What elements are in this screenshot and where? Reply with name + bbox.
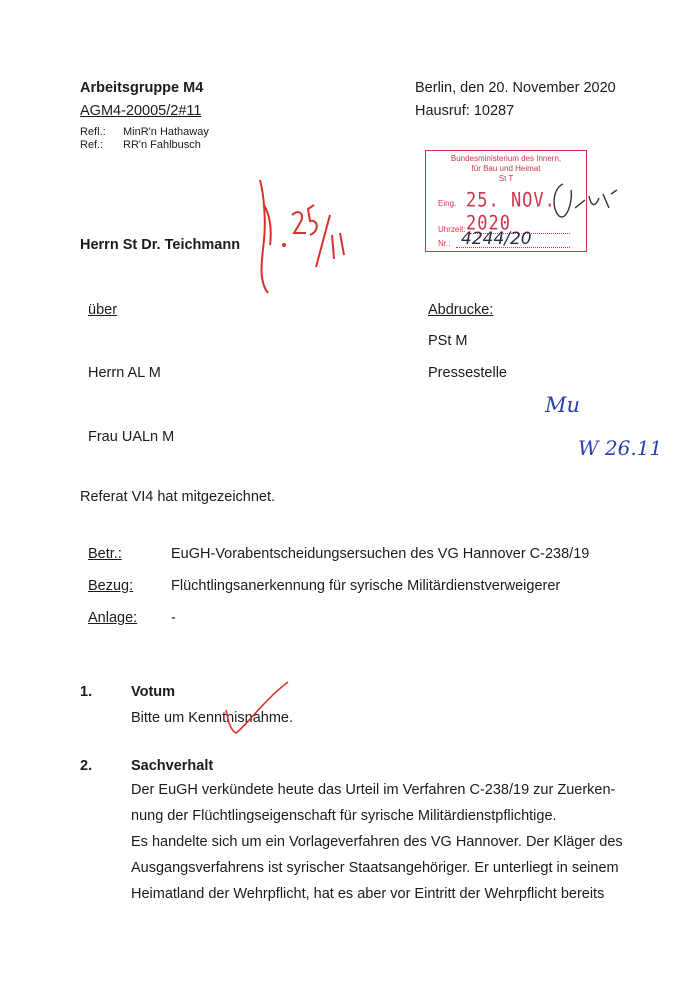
red-signature-icon	[250, 175, 360, 300]
section-2-line-4: Ausgangsverfahrens ist syrischer Staatsangehöriger. Er unterliegt in seinem	[131, 860, 619, 876]
stamp-signature-scribble	[545, 178, 625, 228]
stamp-eing-label: Eing.	[438, 199, 457, 208]
stamp-number-handwritten: 4244/20	[461, 229, 532, 249]
stamp-date: 25. NOV. 2020	[466, 189, 556, 235]
anlage-value: -	[171, 610, 176, 626]
section-2-line-3: Es handelte sich um ein Vorlageverfahren des VG Hannover. Der Kläger des	[131, 834, 623, 850]
stamp-line-1: Bundesministerium des Innern,	[450, 154, 562, 163]
via-ual: Frau UALn M	[88, 429, 175, 445]
red-checkmark-icon	[218, 678, 293, 738]
abdrucke-label: Abdrucke:	[428, 302, 494, 318]
refl-label: Refl.:	[80, 126, 106, 138]
ref-name: RR'n Fahlbusch	[123, 139, 201, 151]
blue-initials: Mu	[545, 393, 581, 417]
stamp-line-3: St T	[498, 174, 514, 183]
file-reference: AGM4-20005/2#11	[80, 103, 202, 119]
stamp-line-2: für Bau und Heimat	[471, 164, 541, 173]
anlage-label: Anlage:	[88, 610, 138, 626]
blue-initials-date: W 26.11	[578, 436, 663, 460]
betr-value: EuGH-Vorabentscheidungsersuchen des VG Hannover C-238/19	[171, 546, 590, 562]
bezug-value: Flüchtlingsanerkennung für syrische Militärdienstverweigerer	[171, 578, 561, 594]
stamp-uhrzeit-label: Uhrzeit:	[438, 225, 466, 234]
cosign-note: Referat VI4 hat mitgezeichnet.	[80, 489, 276, 505]
refl-name: MinR'n Hathaway	[123, 126, 209, 138]
stamp-nr-label: Nr.:	[438, 239, 451, 248]
section-2-line-2: nung der Flüchtlingseigenschaft für syrische Militärdienstpflichtige.	[131, 808, 557, 824]
addressee: Herrn St Dr. Teichmann	[80, 237, 241, 253]
betr-label: Betr.:	[88, 546, 122, 562]
section-1-number: 1.	[80, 684, 93, 700]
via-al: Herrn AL M	[88, 365, 161, 381]
section-1-line-1: Bitte um Kenntnisnahme.	[131, 710, 294, 726]
bezug-label: Bezug:	[88, 578, 134, 594]
ref-label: Ref.:	[80, 139, 104, 151]
section-2-line-5: Heimatland der Wehrpflicht, hat es aber vor Eintritt der Wehrpflicht bereits	[131, 886, 605, 902]
ueber-label: über	[88, 302, 118, 318]
copy-pressestelle: Pressestelle	[428, 365, 507, 381]
section-2-number: 2.	[80, 758, 93, 774]
section-2-line-1: Der EuGH verkündete heute das Urteil im Verfahren C-238/19 zur Zuerken-	[131, 782, 616, 798]
group-name: Arbeitsgruppe M4	[80, 80, 204, 96]
copy-pst: PSt M	[428, 333, 468, 349]
place-date: Berlin, den 20. November 2020	[415, 80, 616, 96]
hausruf: Hausruf: 10287	[415, 103, 515, 119]
section-1-title: Votum	[131, 684, 176, 700]
section-2-title: Sachverhalt	[131, 758, 214, 774]
